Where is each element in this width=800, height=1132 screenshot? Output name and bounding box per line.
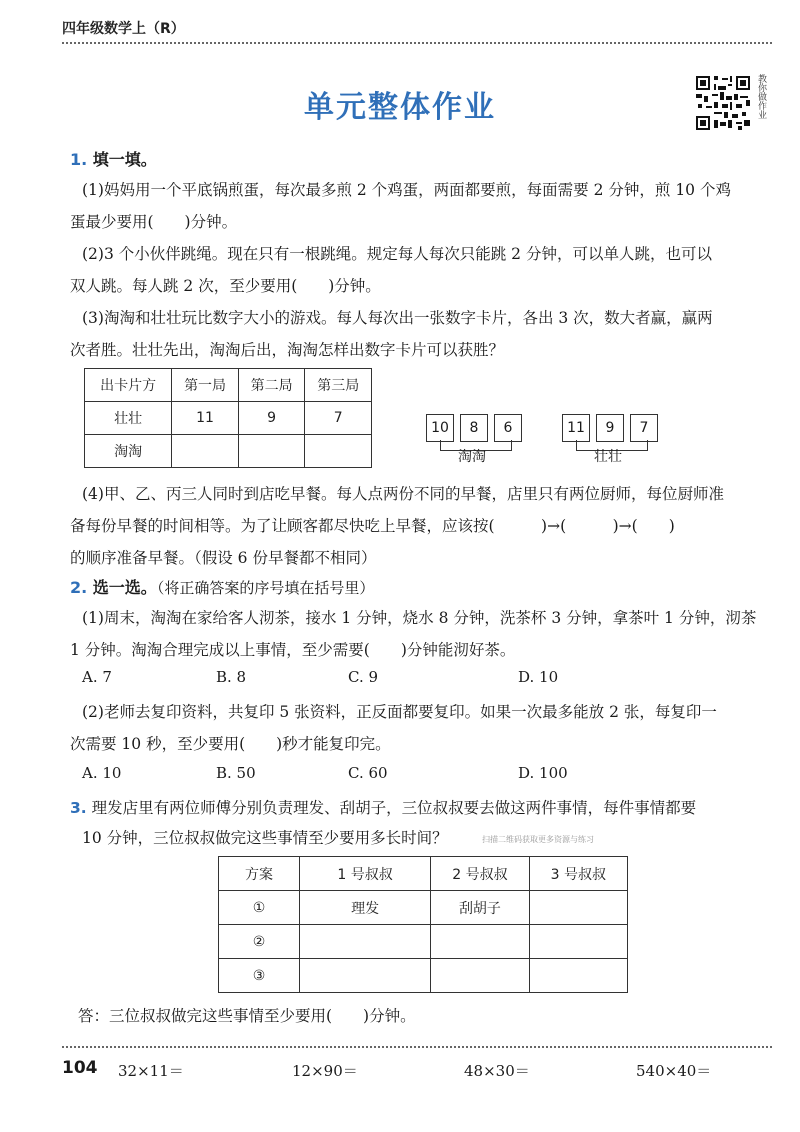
q1-heading [70,148,775,172]
q3-answer: 答：三位叔叔做完这些事情至少要用( )分钟。 [78,1007,416,1025]
table-header: 出卡片方 [85,369,172,402]
number-card: 8 [460,414,488,442]
q1-title: 填一填。 [92,150,157,169]
q1-p2-line1: (2)3 个小伙伴跳绳。现在只有一根跳绳。规定每人每次只能跳 2 分钟，可以单人跳，也可以 [82,245,712,263]
q3-line1 [70,796,775,820]
table-header: 第三局 [305,369,372,402]
q2-title: 选一选。 [92,578,157,597]
table-cell: 9 [238,402,305,435]
table-row [85,402,372,435]
table-cell: ③ [219,959,300,993]
q1-p1-line2: 蛋最少要用( )分钟。 [70,213,238,231]
table-header: 3 号叔叔 [529,857,627,891]
number-card: 7 [630,414,658,442]
q2-heading [70,576,775,600]
table-header: 第一局 [172,369,239,402]
q2-p2-line2: 次需要 10 秒，至少要用( )秒才能复印完。 [70,735,391,753]
qr-label: 教你做作业 [756,74,766,119]
table-header: 第二局 [238,369,305,402]
table-header: 1 号叔叔 [299,857,430,891]
book-title: 四年级数学上（R） [62,21,185,37]
zhuangzhuang-cards [562,414,658,442]
number-card: 9 [596,414,624,442]
option-d[interactable]: D. 10 [518,668,559,686]
q2-p1-line2: 1 分钟。淘淘合理完成以上事情，至少需要( )分钟能沏好茶。 [70,641,516,659]
q3-number: 3. [70,799,87,817]
faint-note: 扫描二维码获取更多资源与练习 [482,835,594,844]
q1-p4-line1: (4)甲、乙、丙三人同时到店吃早餐。每人点两份不同的早餐，店里只有两位厨师，每位厨师准 [82,485,724,503]
option-d[interactable]: D. 100 [518,764,568,782]
table-cell: 刮胡子 [431,891,529,925]
q1-p4-line3: 的顺序准备早餐。（假设 6 份早餐都不相同） [70,549,377,567]
table-row [219,925,628,959]
q2-p1-line1: (1)周末，淘淘在家给客人沏茶，接水 1 分钟，烧水 8 分钟，洗茶杯 3 分钟，拿茶叶 1 分钟，沏茶 [82,609,757,627]
answer-cell[interactable] [431,925,529,959]
table-cell: 壮壮 [85,402,172,435]
q1-p3-line1: (3)淘淘和壮壮玩比数字大小的游戏。每人每次出一张数字卡片，各出 3 次，数大者赢，赢两 [82,309,713,327]
answer-cell[interactable] [431,959,529,993]
option-a[interactable]: A. 10 [82,764,122,782]
calc-exercise: 48×30＝ [464,1062,530,1080]
table-header: 方案 [219,857,300,891]
q1-p3-line2: 次者胜。壮壮先出，淘淘后出，淘淘怎样出数字卡片可以获胜？ [70,341,505,359]
option-a[interactable]: A. 7 [82,668,112,686]
option-c[interactable]: C. 9 [348,668,379,686]
page-title: 单元整体作业 [304,90,496,125]
taotao-cards [426,414,522,442]
number-card: 6 [494,414,522,442]
q3-line2: 10 分钟，三位叔叔做完这些事情至少要用多长时间？ [82,829,448,847]
answer-cell[interactable] [299,925,430,959]
calc-exercise: 32×11＝ [118,1062,184,1080]
q1-number: 1. [70,150,88,169]
qr-code-icon[interactable] [694,74,752,132]
q3-text-line1: 理发店里有两位师傅分别负责理发、刮胡子，三位叔叔要去做这两件事情，每件事情都要 [91,799,697,817]
taotao-label: 淘淘 [458,449,486,465]
header-divider [62,42,772,44]
number-card: 11 [562,414,590,442]
table-cell: 11 [172,402,239,435]
calc-exercise: 540×40＝ [636,1062,712,1080]
option-b[interactable]: B. 8 [216,668,247,686]
page-number: 104 [62,1058,98,1078]
table-cell: ① [219,891,300,925]
option-b[interactable]: B. 50 [216,764,256,782]
table-row [219,959,628,993]
q2-p2-line1: (2)老师去复印资料，共复印 5 张资料，正反面都要复印。如果一次最多能放 2 张，每复印一 [82,703,717,721]
answer-cell[interactable] [299,959,430,993]
zhuangzhuang-label: 壮壮 [594,449,622,465]
table-cell: 理发 [299,891,430,925]
calc-exercise: 12×90＝ [292,1062,358,1080]
answer-cell[interactable] [305,435,372,468]
q1-p1-line1: (1)妈妈用一个平底锅煎蛋，每次最多煎 2 个鸡蛋，两面都要煎，每面需要 2 分钟，煎 10 个鸡 [82,181,731,199]
table-header: 2 号叔叔 [431,857,529,891]
haircut-plan-table [218,856,628,993]
q2-subtitle: （将正确答案的序号填在括号里） [156,579,375,597]
option-c[interactable]: C. 60 [348,764,388,782]
number-card: 10 [426,414,454,442]
table-row [85,435,372,468]
card-game-table [84,368,372,468]
answer-cell[interactable] [529,891,627,925]
table-row [219,891,628,925]
q1-p4-line2: 备每份早餐的时间相等。为了让顾客都尽快吃上早餐，应该按( )→( )→( ) [70,517,675,535]
table-cell: ② [219,925,300,959]
q1-p2-line2: 双人跳。每人跳 2 次，至少要用( )分钟。 [70,277,381,295]
answer-cell[interactable] [238,435,305,468]
answer-cell[interactable] [172,435,239,468]
q2-number: 2. [70,578,88,597]
table-cell: 7 [305,402,372,435]
footer-divider [62,1046,772,1048]
answer-cell[interactable] [529,959,627,993]
table-cell: 淘淘 [85,435,172,468]
answer-cell[interactable] [529,925,627,959]
